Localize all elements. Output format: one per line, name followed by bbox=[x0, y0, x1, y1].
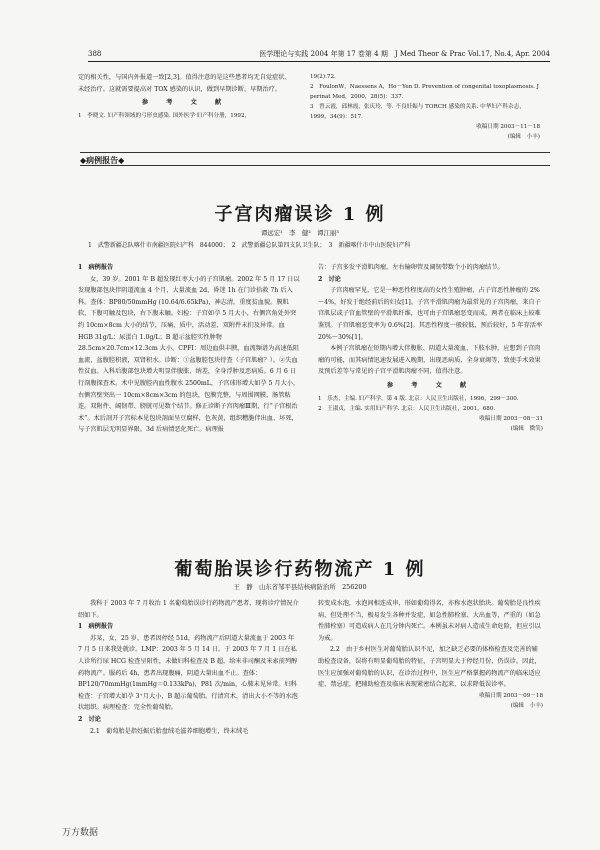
article1-left-column bbox=[78, 262, 300, 436]
reference-item: 19(2):72. bbox=[310, 74, 336, 80]
subsection-heading: 2 讨论 bbox=[318, 275, 341, 283]
editor-note: (编辑 小丰) bbox=[510, 702, 543, 709]
discussion-paragraph: 2.2 由于乡村医生对葡萄胎认识不足，加之缺乏必要的体格检查及完善的辅助检查设备，误将有明显葡萄胎的特征，子宫明显大于停经月份，仍误诊。因此，医生应加强对葡萄胎的认识，在诊治过程中，医生应严格掌握药物流产的临床适应症、禁忌症，把辅助检查及临床表现紧密结合起来，以求降低误诊率。 bbox=[318, 646, 541, 689]
discussion-paragraph: 本例子宫肌瘤在短期内增大伴腹胀、阴道大量流血、下肢水肿，应想到子宫肉瘤的可能，而其病情迅速发展进入晚期，出现恶病质、全身衰竭等，致使手术效果及预后差等与常见的子宫平滑肌肉瘤不同，值得注意。 bbox=[318, 345, 541, 376]
running-header bbox=[88, 47, 550, 62]
reference-item: 2 FoulonW，Naessens A，Ho－Yen D. Prevention of congenital toxoplasmosis. J perinat Med，2000，28(5)：337. bbox=[310, 84, 539, 100]
discussion-paragraph: 转变成水泡，水泡间相连成串，形如葡萄得名，亦称水泡状胎块。葡萄胎是良性疾病，但处理不当，极易发生各种并发症，如急性肺栓塞、大出血等，严重的（如急性肺栓塞）可造成病人在几分钟内死亡。本例虽未对病人造成生命危险，但应引以为戒。 bbox=[318, 600, 541, 642]
case-paragraph: 苏某，女，25 岁，患者因停经 51d，药物流产后阴道大量流血于 2003 年 7 月 5 日来我处就诊。LMP：2003 年 5 月 14 日。于 2003 年 7 月 1 日在私人诊所行尿 HCG 检查呈阳性，未做妇科检查及 B 超，给米非司酮及米索前列醇药物流产。服药后 4h，患者出现腹痛，阴道大量出血不止。查体：BP120/70mmHg(1mmHg＝0.133kPa)，P81 次/min，心肺未见异常。妇科检查：子宫增大如孕 3⁺月大小，B 超示葡萄胎。行清宫术，清出大小不等的水泡状组织。病理检查：完全性葡萄胎。 bbox=[78, 634, 298, 712]
subsection-heading: 2 讨论 bbox=[78, 715, 101, 723]
received-date: 收稿日期 2003－09－18 bbox=[479, 692, 543, 699]
journal-title: 医学理论与实践 2004 年第 17 卷第 4 期 J Med Theor & Prac Vol.17, No.4, Apr. 2004 bbox=[259, 50, 550, 58]
references-heading: 参 考 文 献 bbox=[141, 99, 230, 107]
case-paragraph: 女，39 岁。2001 年 B 超发现红枣大小的子宫肌瘤。2002 年 5 月 17 日以发现腹部包块伴阴道流血 4 个月，大量流血 2d，昏迷 1h 在门诊拾救 7h 后入科。查体：BP80/50mmHg (10.64/6.65kPa)，神志清，重度贫血貌。膜肌软，下腹可触及包块，右下腹未触。妇检：子宫如孕 5 月大小，右侧宫角处外突约 10cm×8cm 大小的结节，压痛，质中，活动差，双附件未扪及异常。血 HGB 31g/L；尿蛋白 1.0g/L；B 超示盆腔实性肿物 28.5cm×20.7cm×12.3cm 大小，CPFI：周边血供丰腴，血流频谱为高速低阻血流，盆腹腔积液，双肾积水。诊断：①盆腹腔包块待查（子宫肌瘤？）。②失血性贫血。入科后腹部包块增大明显伴腹胀、纳差，全身浮肿及恶病质。6 月 6 日行剖腹探查术。术中见腹腔内血性腹水 2500mL，子宫球形增大如孕 5 月大小，右侧宫壁突出一 10cm×8cm×3cm 的包块，包膜完整，与周围网膜、肠管粘连。双附件、阔韧带、膀胱可见数个结节。修正诊断子宫肉瘤Ⅲ期，行“子宫根治术”。术后剖开子宫标本见包块剖面呈豆腐样，色灰黄，组织糟脆伴出血、坏死，与子宫肌层无明显界限。3d 后病情恶化死亡。病理报 bbox=[78, 275, 300, 434]
reference-item: 1 李晓文. 妇产科领域的弓形虫感染. 国外医学·妇产科分册，1992， bbox=[78, 112, 251, 119]
top-left-column bbox=[78, 72, 293, 121]
received-date: 收稿日期 2003－08－31 bbox=[479, 415, 543, 422]
subsection-heading: 1 病例报告 bbox=[78, 623, 114, 631]
article2-right-column bbox=[318, 598, 543, 711]
article-title: 葡萄胎误诊行药物流产 1 例 bbox=[174, 559, 426, 580]
article-title: 子宫肉瘤误诊 1 例 bbox=[214, 204, 386, 225]
top-right-column bbox=[310, 72, 540, 142]
reference-item: 3 曾云霞，邱林霞，张庆玲，等. 不良妊娠与 TORCH 感染的关系. 中华妇产科杂志，1999，34(9)：517. bbox=[310, 104, 525, 120]
article-authors: 王 静 山东省邹平县结核病防治所 256200 bbox=[233, 583, 367, 591]
continued-paragraph: 定的相关性，与国内外报道一致[2,3]。值得注意的是这些患者均无自觉症状、未经治疗。这就需要提高对 TOX 感染的认识，做到早期诊断、早期治疗。 bbox=[78, 74, 291, 93]
reference-item: 2 王淑贞，主编. 实用妇产科学. 北京：人民卫生出版社，2001，680. bbox=[318, 405, 496, 412]
reference-item: 1 乐杰，主编. 妇产科学，第 4 版. 北京：人民卫生出版社，1996，299－300. bbox=[318, 395, 519, 402]
editor-note: (编辑 微笑) bbox=[510, 425, 543, 432]
article2-left-column bbox=[78, 598, 300, 737]
discussion-paragraph: 2.1 葡萄胎是指妊娠后胎盘绒毛滋养细胞增生，终末绒毛 bbox=[90, 727, 249, 735]
subsection-heading: 1 病例报告 bbox=[78, 264, 114, 271]
editor-note: (编辑 小丰) bbox=[507, 134, 540, 140]
references-heading: 参 考 文 献 bbox=[386, 381, 475, 389]
section-heading: ◆病例报告◆ bbox=[80, 155, 125, 165]
received-date: 收稿日期 2003－11－18 bbox=[476, 124, 540, 130]
footer-watermark: 万方数据 bbox=[62, 828, 99, 838]
article-affiliations: 1 武警新疆总队喀什市南疆医院妇产科 844000； 2 武警新疆总队第四支队卫生队； 3 新疆喀什市中山医院妇产科 bbox=[88, 242, 411, 249]
intro-paragraph: 我科于 2003 年 7 月收治 1 名葡萄胎误诊行药物流产患者，现将诊疗情况介绍如下。 bbox=[78, 600, 299, 619]
section-divider bbox=[80, 165, 550, 166]
article1-right-column bbox=[318, 262, 543, 434]
case-paragraph: 告：子宫多发平滑肌肉瘤，左右输卵管及阔韧带数个小的肉瘤结节。 bbox=[318, 264, 504, 271]
article-authors: 谭远宏¹ 李 健² 谭江丽³ bbox=[261, 229, 339, 237]
page-number: 388 bbox=[88, 50, 102, 58]
discussion-paragraph: 子宫肉瘤罕见，它是一种恶性程度高的女性生殖肿瘤，占子宫恶性肿瘤的 2%～4%，好发于绝经前后的妇女[1]。子宫平滑肌肉瘤为最常见的子宫肉瘤，来自子宫肌层或子宫血管壁的平滑肌纤维，也可由子宫肌瘤恶变而成，两者在临床上较难鉴别。子宫肌瘤恶变率为 0.6%[2]。其恶性程度一般较低，预后较好，5 年存活率 20%～30%[1]。 bbox=[318, 287, 543, 341]
section-divider bbox=[80, 152, 550, 153]
